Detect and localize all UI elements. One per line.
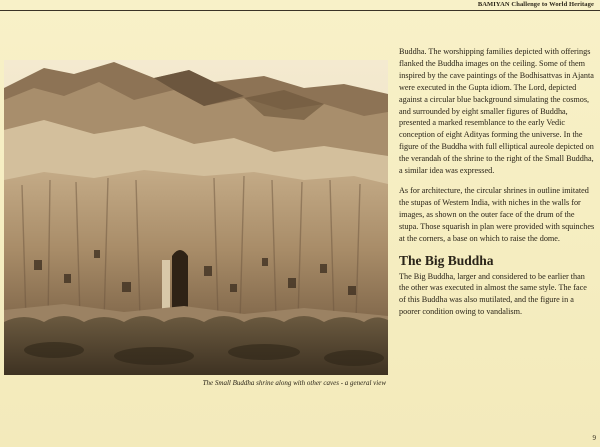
text-column bbox=[399, 46, 595, 326]
body-paragraph-1: Buddha. The worshipping families depicted with offerings flanked the Buddha images on the ceiling. Some of them inspired by the cave paintings of the Bodhisattvas in Ajanta were executed in the Gupta idiom. The Lord, depicted against a circular blue background simulating the cosmos, and surrounded by eight smaller figures of Buddha, presented a marked resemblance to the early Vedic conception of eight Adityas forming the universe. In the figure of the Buddha with full elliptical aureole depicted on the verandah of the shrine to the right of the Small Buddha, a similar idea was expressed. bbox=[399, 47, 594, 176]
page-number: 9 bbox=[592, 434, 596, 442]
running-head: BAMIYAN Challenge to World Heritage bbox=[477, 1, 594, 8]
body-paragraph-2: As for architecture, the circular shrines in outline imitated the stupas of Western India, with niches in the walls for images, as shown on the outer face of the drum of the stupa. Those squarish in plan were provided with squinches at the corners, a base on which to raise the dome. bbox=[399, 185, 595, 243]
section-heading: The Big Buddha bbox=[399, 252, 494, 268]
header-rule bbox=[0, 10, 600, 11]
figure-caption: The Small Buddha shrine along with other caves - a general view bbox=[202, 379, 386, 387]
body-paragraph-3: The Big Buddha, larger and considered to be earlier than the other was executed in almost the same style. The face of this Buddha was also mutilated, and the figure in a poorer condition owing to vandalism. bbox=[399, 271, 587, 317]
cliff-photograph bbox=[4, 60, 388, 375]
